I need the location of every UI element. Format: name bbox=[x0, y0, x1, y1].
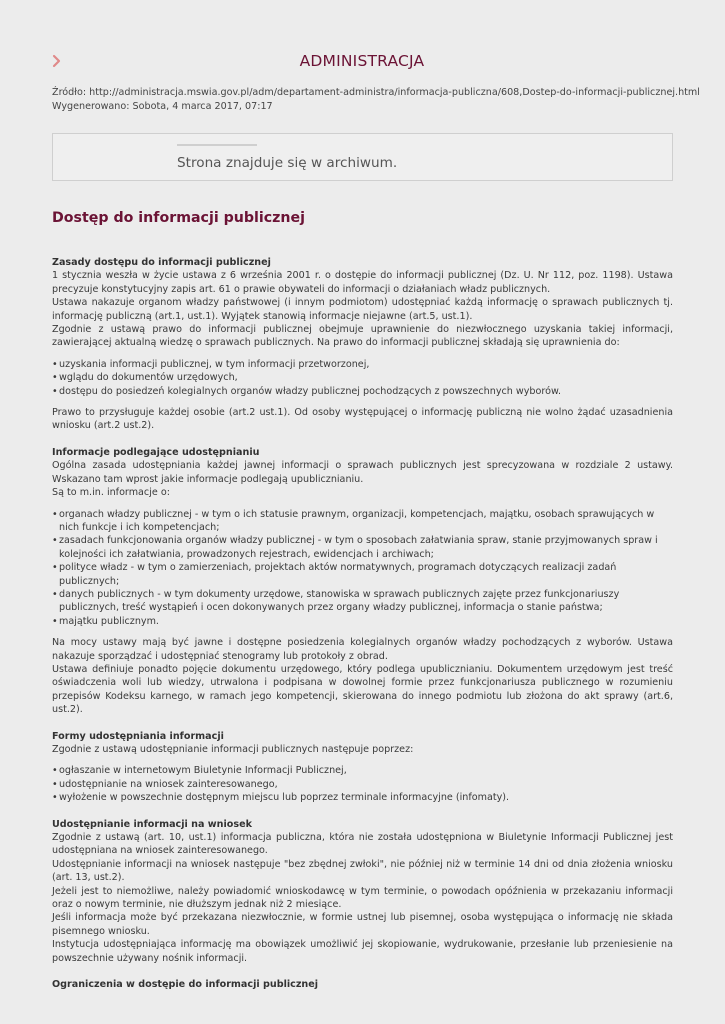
list-item: • polityce władz - w tym o zamierzeniach, projektach aktów normatywnych, programach dotyczących realizacji zadań publicznych; bbox=[52, 561, 673, 588]
section-title: Informacje podlegające udostępnianiu bbox=[52, 446, 260, 458]
list-item: • uzyskania informacji publicznej, w tym informacji przetworzonej, bbox=[52, 358, 673, 371]
generated-line: Wygenerowano: Sobota, 4 marca 2017, 07:17 bbox=[52, 101, 273, 112]
paragraph: Instytucja udostępniająca informację ma obowiązek umożliwić jej skopiowanie, wydrukowanie, przesłanie lub przeniesienie na powszechnie używany nośnik informacji. bbox=[52, 939, 673, 964]
paragraph: Na mocy ustawy mają być jawne i dostępne posiedzenia kolegialnych organów władzy pochodzących z wyborów. Ustawa nakazuje sporządzać i udostępniać stenogramy lub protokoły z obrad. bbox=[52, 637, 673, 662]
section-title: Formy udostępniania informacji bbox=[52, 730, 224, 742]
archive-divider bbox=[177, 144, 257, 146]
paragraph: Ustawa nakazuje organom władzy państwowej (i innym podmiotom) udostępniać każdą informację o sprawach publicznych tj. informację publiczną (art.1, ust.1). Wyjątek stanowią informacje niejawne (art.5, ust.1). bbox=[52, 297, 673, 322]
site-title[interactable]: ADMINISTRACJA bbox=[299, 52, 425, 70]
section-title: Udostępnianie informacji na wniosek bbox=[52, 818, 252, 830]
list-item: • dostępu do posiedzeń kolegialnych organów władzy publicznej pochodzących z powszechnych wyborów. bbox=[52, 385, 673, 398]
information-list bbox=[52, 508, 673, 629]
list-item: • wyłożenie w powszechnie dostępnym miejscu lub poprzez terminale informacyjne (infomaty). bbox=[52, 791, 673, 804]
paragraph: Ogólna zasada udostępniania każdej jawnej informacji o sprawach publicznych jest sprecyzowana w rozdziale 2 ustawy. Wskazano tam wprost jakie informacje podlegają upublicznianiu. bbox=[52, 460, 673, 485]
paragraph: Zgodnie z ustawą (art. 10, ust.1) informacja publiczna, która nie została udostępniona w Biuletynie Informacji Publicznej jest udostępniana na wniosek zainteresowanego. bbox=[52, 832, 673, 857]
paragraph: Są to m.in. informacje o: bbox=[52, 487, 170, 499]
list-item: • majątku publicznym. bbox=[52, 615, 673, 628]
paragraph: Zgodnie z ustawą udostępnianie informacji publicznych następuje poprzez: bbox=[52, 744, 414, 755]
source-line: Źródło: http://administracja.mswia.gov.pl/adm/departament-administra/informacja-publiczna/608,Dostep-do-informacji-publicznej.html bbox=[52, 87, 700, 98]
list-item: • ogłaszanie w internetowym Biuletynie Informacji Publicznej, bbox=[52, 764, 673, 777]
forms-list bbox=[52, 764, 673, 804]
paragraph: Jeśli informacja może być przekazana niezwłocznie, w formie ustnej lub pisemnej, osoba występująca o informację nie składa pisemnego wniosku. bbox=[52, 912, 673, 937]
paragraph: Ustawa definiuje ponadto pojęcie dokumentu urzędowego, który podlega upublicznianiu. Dokumentem urzędowym jest treść oświadczenia woli lub wiedzy, utrwalona i podpisana w dowolnej formie przez funkcjonariusza publicznego w rozumieniu przepisów Kodeksu karnego, w ramach jego kompetencji, skierowana do innego podmiotu lub złożona do akt sprawy (art.6, ust.2). bbox=[52, 663, 673, 716]
archive-notice bbox=[52, 133, 673, 181]
paragraph: Udostępnianie informacji na wniosek następuje "bez zbędnej zwłoki", nie później niż w terminie 14 dni od dnia złożenia wniosku (art. 13, ust.2). bbox=[52, 858, 673, 884]
list-item: • organach władzy publicznej - w tym o ich statusie prawnym, organizacji, kompetencjach, majątku, osobach sprawujących w nich funkcje i ich kompetencjach; bbox=[52, 508, 673, 535]
section-title: Ograniczenia w dostępie do informacji publicznej bbox=[52, 979, 319, 991]
archive-notice-text: Strona znajduje się w archiwum. bbox=[177, 155, 398, 171]
document-meta bbox=[52, 86, 700, 114]
paragraph: Zgodnie z ustawą prawo do informacji publicznej obejmuje uprawnienie do niezwłocznego uzyskania takiej informacji, zawierającej aktualną wiedzę o sprawach publicznych. Na prawo do informacji publicznej składają się uprawnienia do: bbox=[52, 324, 673, 349]
header bbox=[52, 50, 672, 74]
list-item: • zasadach funkcjonowania organów władzy publicznej - w tym o sposobach załatwiania spraw, stanie przyjmowanych spraw i kolejności ich załatwiania, prowadzonych rejestrach, ewidencjach i archiwach; bbox=[52, 534, 673, 561]
section-title: Zasady dostępu do informacji publicznej bbox=[52, 257, 271, 268]
paragraph: 1 stycznia weszła w życie ustawa z 6 września 2001 r. o dostępie do informacji publicznej (Dz. U. Nr 112, poz. 1198). Ustawa precyzuje konstytucyjny zapis art. 61 o prawie obywateli do informacji o działaniach władz publicznych. bbox=[52, 270, 673, 295]
paragraph: Prawo to przysługuje każdej osobie (art.2 ust.1). Od osoby występującej o informację publiczną nie wolno żądać uzasadnienia wniosku (art.2 ust.2). bbox=[52, 407, 673, 432]
list-item: • udostępnianie na wniosek zainteresowanego, bbox=[52, 778, 673, 791]
rights-list bbox=[52, 358, 673, 398]
article-title: Dostęp do informacji publicznej bbox=[52, 210, 306, 226]
article-content bbox=[52, 256, 673, 992]
paragraph: Jeżeli jest to niemożliwe, należy powiadomić wnioskodawcę w tym terminie, o powodach opóźnienia w przekazaniu informacji oraz o nowym terminie, nie dłuższym jednak niż 2 miesiące. bbox=[52, 885, 673, 911]
list-item: • danych publicznych - w tym dokumenty urzędowe, stanowiska w sprawach publicznych zajęte przez funkcjonariuszy publicznych, treść wystąpień i ocen dokonywanych przez organy władzy publicznej, informacja o stanie państwa; bbox=[52, 588, 673, 615]
list-item: • wglądu do dokumentów urzędowych, bbox=[52, 371, 673, 384]
